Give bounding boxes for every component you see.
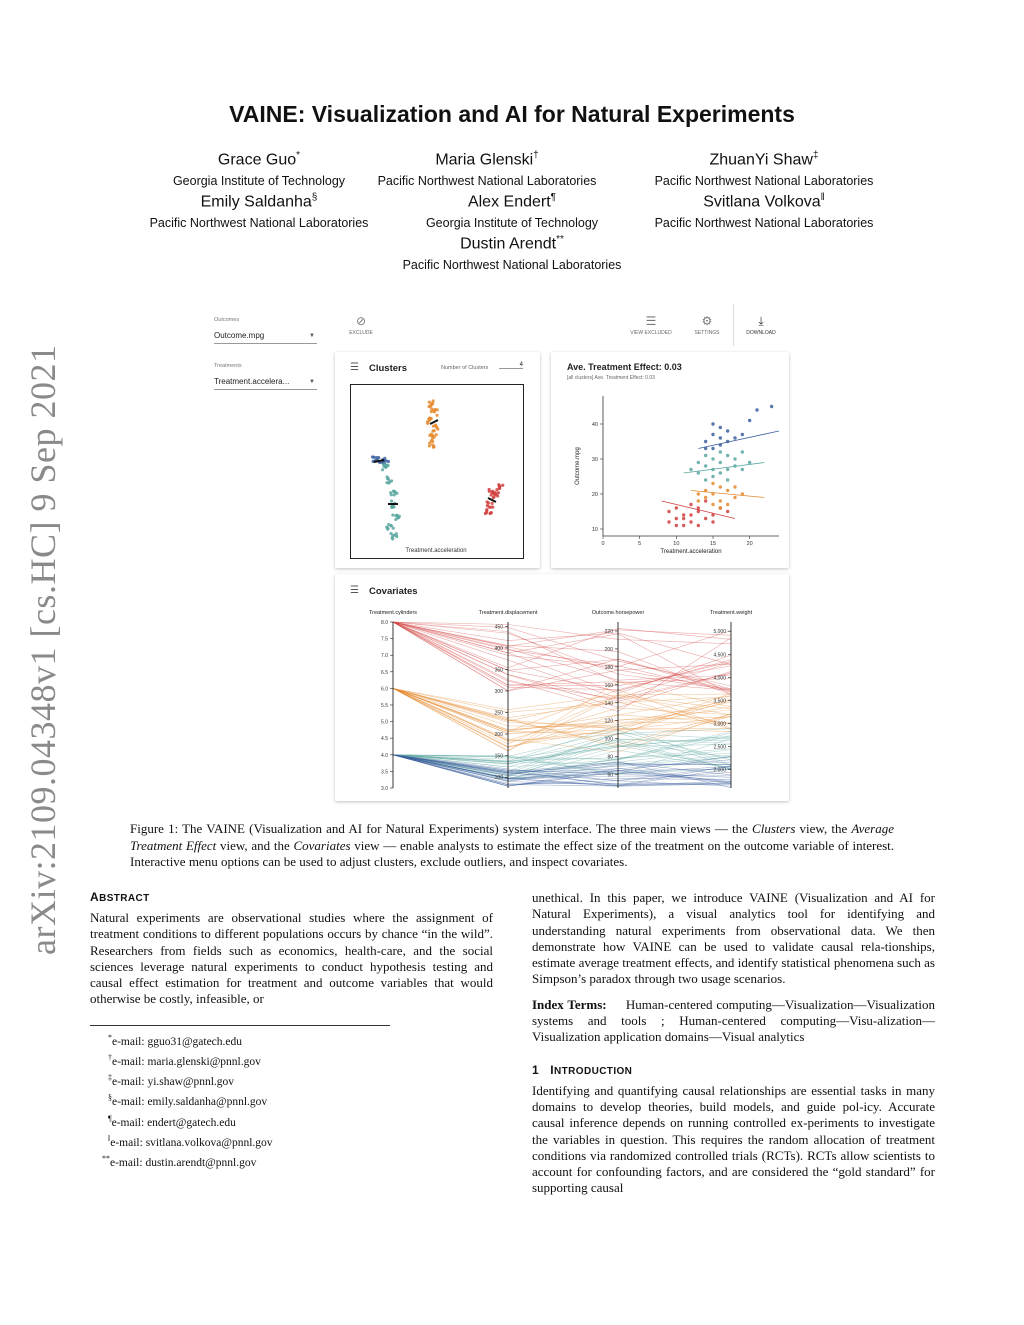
covariate-line — [393, 622, 731, 667]
scatter-point — [711, 447, 714, 450]
cluster-point — [384, 459, 387, 462]
list-icon: ☰ — [645, 314, 657, 328]
scatter-point — [770, 405, 773, 408]
figure-caption: Figure 1: The VAINE (Visualization and AI for Natural Experiments) system interface. The three main views — the Clusters view, the Average Treatment Effect view, and the Covariates view — enable analysts to estimate the effect size of the treatment on the outcome variable of interest. Interactive menu options can be used to adjust clusters, exclude outliers, and inspect covariates. — [130, 821, 895, 869]
pc-tick-label: 160 — [604, 682, 613, 689]
cluster-point — [371, 455, 374, 458]
index-terms: Index Terms: Human-centered computing—Visualization—Visualization systems and tools ; Human-centered computing—Visu-alization—Visualization application domains—Visual analytics — [532, 996, 935, 1045]
pc-axis-label: Treatment.weight — [709, 610, 753, 616]
scatter-point — [704, 496, 707, 499]
scatter-point — [733, 436, 736, 439]
scatter-point — [748, 461, 751, 464]
treatments-label: Treatments — [214, 363, 242, 369]
chevron-down-icon: ▼ — [309, 379, 315, 385]
chevron-down-icon: ▼ — [309, 333, 315, 339]
pc-tick-label: 4.0 — [381, 752, 388, 759]
author-block: Dustin Arendt** Pacific Northwest National Laboratories — [392, 230, 632, 275]
pc-axis-label: Treatment.displacement — [478, 610, 538, 616]
outcomes-label: Outcomes — [214, 317, 240, 323]
scatter-point — [697, 499, 700, 502]
author-affiliation: Pacific Northwest National Laboratories — [654, 174, 874, 189]
scatter-point — [711, 433, 714, 436]
pc-tick-label: 140 — [604, 700, 613, 707]
pc-tick-label: 80 — [607, 754, 613, 761]
author-affiliation: Georgia Institute of Technology — [425, 216, 599, 231]
footnotes — [90, 1030, 493, 1171]
pc-tick-label: 3.5 — [381, 769, 388, 776]
cluster-point — [435, 414, 438, 417]
scatter-point — [667, 520, 670, 523]
cluster-point — [385, 481, 388, 484]
pc-tick-label: 7.0 — [381, 653, 388, 660]
cluster-point — [490, 511, 493, 514]
scatter-point — [741, 433, 744, 436]
scatter-point — [697, 492, 700, 495]
scatter-point — [719, 471, 722, 474]
clusters-xlabel: Treatment.acceleration — [405, 548, 467, 554]
cluster-point — [389, 532, 392, 535]
clusters-panel — [335, 352, 540, 568]
pc-tick-label: 3,000 — [713, 721, 726, 728]
scatter-point — [689, 503, 692, 506]
pc-tick-label: 8.0 — [381, 620, 388, 626]
scatter-point — [741, 450, 744, 453]
author-name: Alex Endert — [467, 193, 551, 211]
cluster-point — [394, 514, 397, 517]
ate-scatter-chart[interactable] — [559, 386, 785, 564]
toolbar-divider — [733, 304, 734, 346]
ate-xlabel: Treatment.acceleration — [660, 549, 722, 555]
author-affiliation: Pacific Northwest National Laboratories — [402, 258, 622, 273]
covariate-line — [393, 688, 731, 747]
scatter-point — [719, 426, 722, 429]
scatter-point — [697, 461, 700, 464]
cluster-point — [493, 495, 496, 498]
abstract-text: Natural experiments are observational studies where the assignment of treatment conditions to different populations occurs by chance “in the wild”. Researchers from fields such as economics, health-care, and the social sciences leverage natural experiments to conduct hypothesis testing and causal effect estimation for treatment and outcome variables that would otherwise be costly, infeasible, or — [90, 910, 493, 1007]
abstract-heading: ABSTRACT — [90, 890, 150, 904]
settings-button[interactable]: ⚙ SETTINGS — [687, 314, 727, 336]
trend-line — [698, 431, 779, 449]
author-name: Svitlana Volkova — [703, 193, 821, 211]
author-block: Alex Endert¶ Georgia Institute of Technology — [392, 188, 632, 233]
scatter-point — [733, 457, 736, 460]
author-block: Grace Guo* Georgia Institute of Technology — [139, 146, 379, 191]
scatter-point — [733, 485, 736, 488]
scatter-point — [675, 524, 678, 527]
pc-tick-label: 120 — [604, 718, 613, 725]
pc-tick-label: 4,000 — [713, 675, 726, 682]
y-tick-label: 20 — [591, 492, 598, 498]
scatter-point — [682, 513, 685, 516]
scatter-point — [719, 485, 722, 488]
pc-axis-label: Treatment.cylinders — [368, 610, 418, 616]
cluster-point — [431, 443, 434, 446]
pc-tick-label: 100 — [494, 775, 503, 782]
download-icon: ⤓ — [758, 314, 764, 328]
author-name: Emily Saldanha — [200, 193, 312, 211]
author-affiliation: Pacific Northwest National Laboratories — [149, 216, 369, 231]
scatter-point — [689, 513, 692, 516]
filter-sliders-icon[interactable]: ☰ — [350, 585, 359, 596]
cluster-point — [426, 420, 429, 423]
covariate-line — [393, 688, 731, 747]
cluster-point — [428, 444, 431, 447]
scatter-point — [719, 461, 722, 464]
clusters-title: Clusters — [369, 363, 408, 374]
footnote-item: *e-mail: gguo31@gatech.edu — [108, 1033, 243, 1048]
scatter-point — [704, 517, 707, 520]
scatter-point — [667, 510, 670, 513]
cluster-point — [429, 404, 432, 407]
scatter-point — [711, 482, 714, 485]
cluster-point — [386, 477, 389, 480]
y-tick-label: 40 — [591, 422, 598, 428]
pc-tick-label: 5.0 — [381, 719, 388, 726]
right-column — [532, 890, 935, 1197]
pc-tick-label: 4,500 — [713, 652, 726, 659]
figure-vaine-interface — [205, 302, 795, 807]
pc-tick-label: 3,500 — [713, 698, 726, 705]
scatter-point — [704, 454, 707, 457]
cluster-point — [498, 484, 501, 487]
scatter-point — [711, 422, 714, 425]
cluster-point — [491, 490, 494, 493]
x-tick-label: 10 — [673, 541, 680, 547]
x-tick-label: 0 — [601, 541, 605, 547]
covariates-panel — [335, 574, 789, 801]
cluster-point — [394, 518, 397, 521]
author-affiliation: Georgia Institute of Technology — [172, 174, 346, 189]
treatment-select[interactable]: Treatment.accelera... ▼ — [214, 377, 317, 390]
cluster-point — [381, 468, 384, 471]
cluster-point — [395, 492, 398, 495]
cluster-point — [390, 493, 393, 496]
cluster-point — [387, 523, 390, 526]
pc-tick-label: 100 — [604, 736, 613, 743]
scatter-point — [704, 464, 707, 467]
x-tick-label: 15 — [709, 541, 717, 547]
abstract-continued: unethical. In this paper, we introduce VAINE (Visualization and AI for Natural Experiments), a visual analytics tool for identifying and understanding natural experiments from observational data. We then demonstrate how VAINE can be used to validate causal rela-tionships, estimate average treatment effects, and identify statistical phenomena such as Simpson’s paradox through two usage scenarios. — [532, 890, 935, 987]
num-clusters-label: Number of Clusters — [441, 365, 489, 371]
cluster-point — [436, 408, 439, 411]
cluster-point — [428, 441, 431, 444]
pc-tick-label: 220 — [604, 628, 613, 635]
pc-tick-label: 3.0 — [381, 786, 388, 792]
eye-off-icon: ⊘ — [355, 314, 367, 328]
scatter-point — [711, 520, 714, 523]
scatter-point — [719, 499, 722, 502]
footnote-item: ¶e-mail: endert@gatech.edu — [108, 1113, 236, 1129]
cluster-point — [377, 456, 380, 459]
pc-tick-label: 7.5 — [381, 636, 388, 643]
pc-tick-label: 350 — [494, 667, 503, 674]
cluster-point — [430, 433, 433, 436]
cluster-point — [427, 417, 430, 420]
ate-panel — [551, 352, 789, 568]
scatter-point — [711, 457, 714, 460]
footnote-rule — [90, 1025, 390, 1026]
ate-title: Ave. Treatment Effect: 0.03 — [567, 362, 682, 372]
clusters-plot[interactable] — [350, 384, 525, 560]
author-block: Svitlana Volkova‖ Pacific Northwest National Laboratories — [644, 188, 884, 233]
scatter-point — [719, 506, 722, 509]
scatter-point — [748, 419, 751, 422]
cluster-point — [395, 532, 398, 535]
scatter-point — [711, 475, 714, 478]
scatter-point — [704, 499, 707, 502]
scatter-point — [689, 520, 692, 523]
pc-tick-label: 5,000 — [713, 629, 726, 636]
cluster-point — [430, 410, 433, 413]
left-column — [90, 890, 493, 1008]
cluster-point — [392, 527, 395, 530]
scatter-point — [741, 468, 744, 471]
pc-tick-label: 400 — [494, 645, 503, 652]
cluster-point — [433, 429, 436, 432]
trend-line — [684, 463, 765, 474]
author-block: Maria Glenski† Pacific Northwest National Laboratories — [367, 146, 607, 191]
ate-ylabel: Outcome.mpg — [575, 447, 581, 485]
cluster-point — [496, 494, 499, 497]
cluster-point — [395, 535, 398, 538]
cluster-point — [488, 488, 491, 491]
scatter-point — [675, 517, 678, 520]
scatter-point — [719, 450, 722, 453]
cluster-point — [386, 528, 389, 531]
author-block: ZhuanYi Shaw‡ Pacific Northwest National Laboratories — [644, 146, 884, 191]
x-tick-label: 20 — [746, 541, 753, 547]
covariates-title: Covariates — [369, 586, 418, 597]
pc-tick-label: 5.5 — [381, 703, 388, 709]
covariate-line — [393, 622, 731, 698]
cluster-point — [435, 433, 438, 436]
covariate-line — [393, 688, 731, 712]
cluster-point — [436, 427, 439, 430]
scatter-point — [719, 436, 722, 439]
pc-tick-label: 6.5 — [381, 669, 388, 676]
author-block: Emily Saldanha§ Pacific Northwest National Laboratories — [139, 188, 379, 233]
pc-tick-label: 2,000 — [713, 767, 726, 774]
cluster-point — [495, 488, 498, 491]
cluster-point — [434, 424, 437, 427]
covariates-parallel-coordinates[interactable] — [343, 604, 783, 798]
pc-tick-label: 150 — [494, 753, 503, 760]
author-name: Dustin Arendt — [460, 235, 557, 253]
footnote-item: ‖e-mail: svitlana.volkova@pnnl.gov — [108, 1133, 273, 1149]
cluster-point — [391, 537, 394, 540]
ate-subtitle: [all clusters] Ave. Treatment Effect: 0.03 — [567, 375, 655, 381]
paper-title: VAINE: Visualization and AI for Natural Experiments — [229, 101, 795, 127]
exclude-button[interactable]: ⊘ EXCLUDE — [343, 314, 379, 336]
introduction-heading: 1 INTRODUCTION — [532, 1062, 633, 1077]
filter-sliders-icon[interactable]: ☰ — [350, 362, 359, 373]
pc-axis-label: Outcome.horsepower — [591, 610, 645, 616]
footnote-item: **e-mail: dustin.arendt@pnnl.gov — [102, 1153, 257, 1169]
scatter-point — [704, 478, 707, 481]
author-name: Maria Glenski — [435, 151, 534, 169]
scatter-point — [682, 524, 685, 527]
scatter-point — [711, 503, 714, 506]
cluster-point — [391, 513, 394, 516]
pc-tick-label: 450 — [494, 624, 503, 631]
pc-tick-label: 6.0 — [381, 686, 388, 693]
footnote-item: §e-mail: emily.saldanha@pnnl.gov — [108, 1093, 268, 1109]
author-name: Grace Guo — [217, 151, 297, 169]
cluster-point — [397, 516, 400, 519]
arxiv-identifier: arXiv:2109.04348v1 [cs.HC] 9 Sep 2021 — [23, 344, 63, 955]
outcome-select[interactable]: Outcome.mpg ▼ — [214, 331, 317, 344]
pc-tick-label: 250 — [494, 710, 503, 717]
cluster-point — [390, 499, 393, 502]
scatter-point — [733, 496, 736, 499]
cluster-point — [433, 410, 436, 413]
gear-icon: ⚙ — [701, 314, 713, 328]
x-tick-label: 5 — [638, 541, 642, 547]
introduction-text: Identifying and quantifying causal relationships are essential tasks in many domains to develop theories, build models, and guide pol-icy. Accurate causal inference depends on running controlled ex-periments to investigate the variables in question. This requires the random allocation of treatment conditions via randomized controlled trials (RCTs). RCTs allow scientists to account for confounding factors, and are considered the “gold standard” for supporting causal — [532, 1082, 935, 1196]
scatter-point — [726, 468, 729, 471]
cluster-point — [489, 506, 492, 509]
author-affiliation: Pacific Northwest National Laboratories — [377, 174, 597, 189]
pc-tick-label: 200 — [604, 646, 613, 653]
cluster-point — [391, 505, 394, 508]
scatter-point — [755, 408, 758, 411]
cluster-point — [485, 509, 488, 512]
pc-tick-label: 60 — [607, 772, 613, 779]
cluster-point — [501, 484, 504, 487]
author-name: ZhuanYi Shaw — [709, 151, 813, 169]
pc-tick-label: 180 — [604, 664, 613, 671]
cluster-point — [430, 407, 433, 410]
scatter-point — [726, 510, 729, 513]
cluster-point — [432, 399, 435, 402]
scatter-point — [704, 440, 707, 443]
cluster-point — [490, 493, 493, 496]
scatter-point — [675, 506, 678, 509]
pc-tick-label: 4.5 — [381, 736, 388, 743]
scatter-point — [726, 478, 729, 481]
view-excluded-button[interactable]: ☰ VIEW EXCLUDED — [625, 314, 677, 336]
cluster-point — [384, 466, 387, 469]
scatter-point — [697, 471, 700, 474]
num-clusters-input[interactable]: 4 — [499, 362, 523, 369]
scatter-point — [726, 503, 729, 506]
scatter-point — [689, 468, 692, 471]
y-tick-label: 30 — [591, 457, 598, 463]
cluster-point — [491, 502, 494, 505]
y-tick-label: 10 — [591, 527, 598, 533]
cluster-point — [390, 479, 393, 482]
pc-tick-label: 200 — [494, 732, 503, 739]
scatter-point — [682, 517, 685, 520]
trend-line — [662, 501, 735, 519]
footnote-item: †e-mail: maria.glenski@pnnl.gov — [108, 1053, 261, 1068]
download-button[interactable]: ⤓ DOWNLOAD — [741, 314, 781, 336]
scatter-point — [726, 429, 729, 432]
pc-tick-label: 300 — [494, 688, 503, 695]
footnote-item: ‡e-mail: yi.shaw@pnnl.gov — [108, 1073, 235, 1089]
pc-tick-label: 2,500 — [713, 744, 726, 751]
scatter-point — [697, 524, 700, 527]
covariate-line — [393, 688, 731, 747]
scatter-point — [726, 454, 729, 457]
cluster-point — [487, 501, 490, 504]
author-affiliation: Pacific Northwest National Laboratories — [654, 216, 874, 231]
scatter-point — [726, 489, 729, 492]
